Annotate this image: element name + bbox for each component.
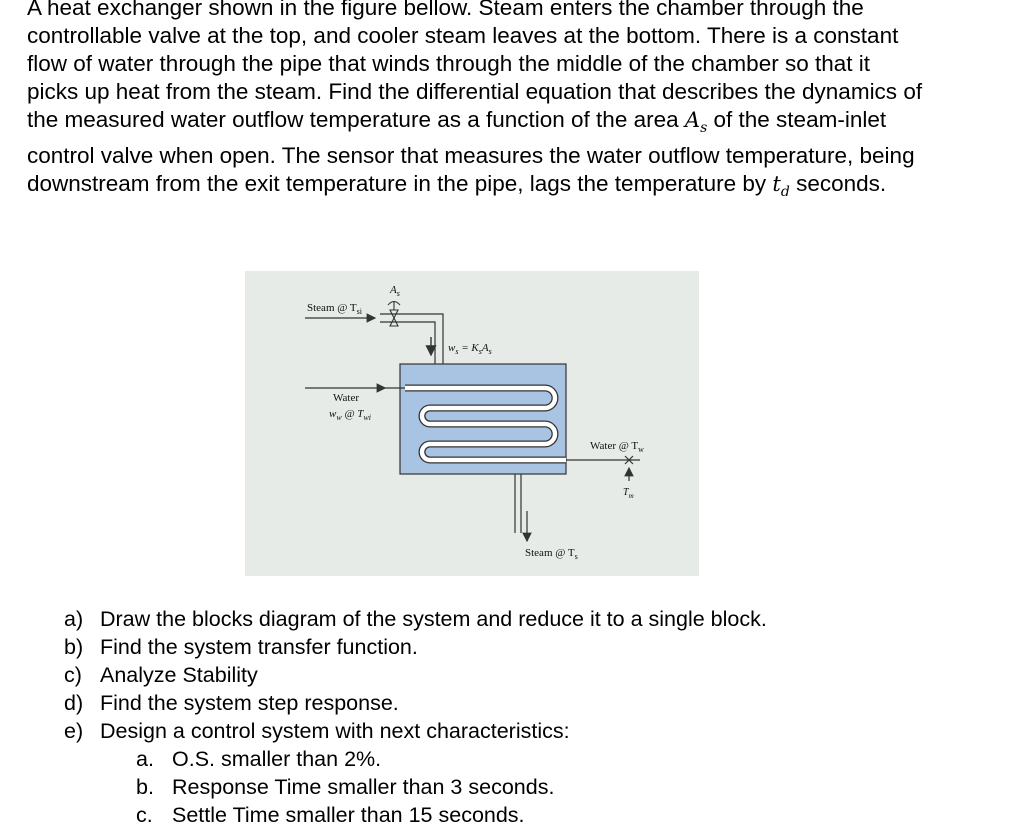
item-text: Draw the blocks diagram of the system and reduce it to a single block. xyxy=(100,607,767,631)
water-out-label: Water @ $T_w$ xyxy=(590,440,644,454)
item-label: b. xyxy=(136,775,154,799)
list-item xyxy=(64,717,767,745)
item-text: Find the system transfer function. xyxy=(100,635,418,659)
problem-statement xyxy=(27,0,927,206)
item-text: Analyze Stability xyxy=(100,663,258,687)
list-item xyxy=(64,633,767,661)
item-text: Settle Time smaller than 15 seconds. xyxy=(172,803,525,827)
item-label: d) xyxy=(64,691,84,715)
item-text: Response Time smaller than 3 seconds. xyxy=(172,775,555,799)
list-item xyxy=(64,689,767,717)
problem-text-2: of the steam-inlet control valve when open. The sensor that measures the water outflow temperature, being downstream from the exit temperature in the pipe, lags the temperature by xyxy=(27,107,915,197)
list-item xyxy=(136,773,554,801)
steam-in-label: Steam @ $T_{si}$ xyxy=(307,302,362,316)
item-text: Design a control system with next characteristics: xyxy=(100,719,570,743)
item-label: a) xyxy=(64,607,84,631)
problem-text-3: seconds. xyxy=(796,171,887,197)
list-item xyxy=(64,605,767,633)
steam-out-label: Steam @ $T_s$ xyxy=(525,547,578,561)
item-label: b) xyxy=(64,635,84,659)
steam-flow-label: $w_s = K_sA_s$ xyxy=(448,342,492,356)
list-item xyxy=(136,745,554,773)
water-in-label: Water xyxy=(333,392,359,404)
water-in-rate-label: $w_w$ @ $T_{wi}$ xyxy=(329,408,371,422)
delay-symbol: $t_d$ xyxy=(772,172,790,201)
valve-area-symbol: $A_s$ xyxy=(684,108,708,137)
valve-area-label: $A_s$ xyxy=(390,284,400,298)
item-label: c. xyxy=(136,803,153,827)
heat-exchanger-figure xyxy=(245,271,699,576)
item-label: e) xyxy=(64,719,84,743)
list-item xyxy=(64,661,767,689)
item-label: c) xyxy=(64,663,82,687)
problem-text-1: A heat exchanger shown in the figure bellow. Steam enters the chamber through the controllable valve at the top, and cooler steam leaves at the bottom. There is a constant flow of water through the pipe that winds through the middle of the chamber so that it picks up heat from the steam. Find the differential equation that describes the dynamics of the measured water outflow temperature as a function of the area xyxy=(27,0,923,132)
item-text: O.S. smaller than 2%. xyxy=(172,747,382,771)
item-label: a. xyxy=(136,747,154,771)
sensor-label: $T_m$ xyxy=(623,487,634,500)
subquestion-list xyxy=(136,745,554,829)
list-item xyxy=(136,801,554,829)
question-list xyxy=(64,605,767,745)
item-text: Find the system step response. xyxy=(100,691,399,715)
